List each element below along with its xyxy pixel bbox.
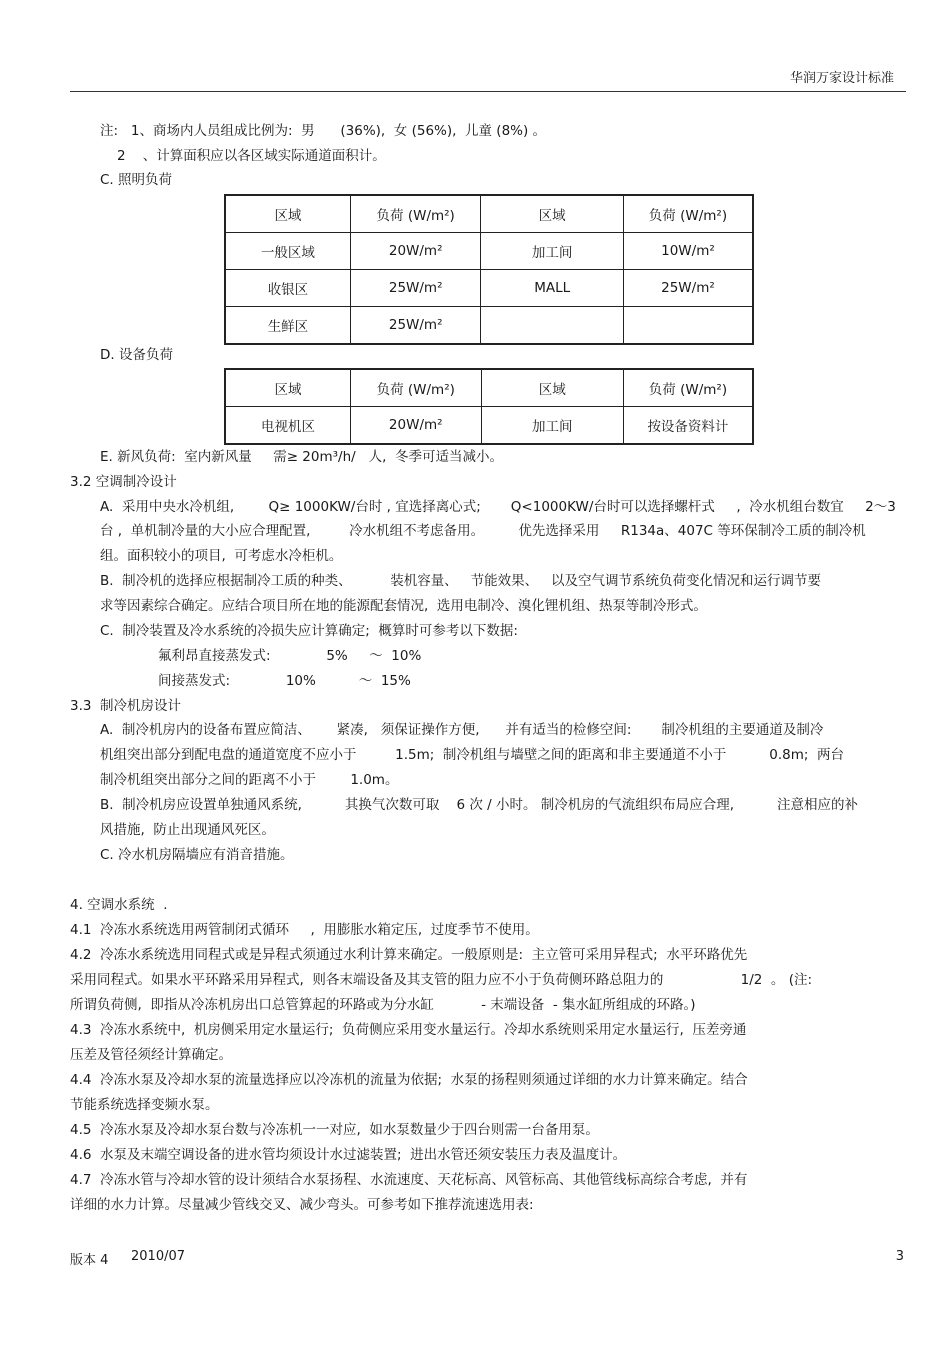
body-line: 详细的水力计算。尽量减少管线交叉、减少弯头。可参考如下推荐流速选用表: [70, 1197, 534, 1213]
body-line: 3.2 空调制冷设计 [70, 474, 177, 490]
header-cell: 区域 [481, 369, 623, 407]
body-line: E. 新风负荷: 室内新风量 需≥ 20m³/h/ 人, 冬季可适当减小。 [100, 449, 503, 465]
body-line: 压差及管径须经计算确定。 [70, 1047, 232, 1063]
body-line: 制冷机组突出部分之间的距离不小于 1.0m。 [100, 772, 399, 788]
footer-date: 2010/07 [131, 1249, 186, 1264]
table-header-row [225, 195, 753, 233]
table-cell [623, 307, 753, 345]
header-cell: 负荷 (W/m²) [623, 369, 753, 407]
table-row [225, 407, 753, 445]
equipment-heading: D. 设备负荷 [100, 347, 173, 363]
body-line: B. 制冷机房应设置单独通风系统, 其换气次数可取 6 次 / 小时。 制冷机房的气流组织布局应合理, 注意相应的补 [100, 797, 859, 813]
body-line: 4.4 冷冻水泵及冷却水泵的流量选择应以冷冻机的流量为依据; 水泵的扬程则须通过详细的水力计算来确定。结合 [70, 1072, 748, 1088]
body-line: 风措施, 防止出现通风死区。 [100, 822, 275, 838]
body-line: 间接蒸发式: 10% ～ 15% [158, 673, 411, 689]
table-header-row [225, 369, 753, 407]
body-line: A. 制冷机房内的设备布置应简洁、 紧凑, 须保证操作方便, 并有适当的检修空间: 制冷机组的主要通道及制冷 [100, 722, 824, 738]
table-cell: 加工间 [481, 407, 623, 445]
body-line: 采用同程式。如果水平环路采用异程式, 则各末端设备及其支管的阻力应不小于负荷侧环路总阻力的 1/2 。 (注: [70, 972, 813, 988]
header-cell: 区域 [481, 195, 623, 233]
note-2: 2 、计算面积应以各区域实际通道面积计。 [117, 148, 386, 164]
table-cell: 加工间 [481, 233, 623, 270]
body-line: A. 采用中央水冷机组, Q≥ 1000KW/台时 , 宜选择离心式; Q<1000KW/台时可以选择螺杆式 , 冷水机组台数宜 2～3 [100, 499, 896, 515]
note-1: 注: 1、商场内人员组成比例为: 男 (36%), 女 (56%), 儿童 (8%) 。 [100, 123, 547, 139]
body-line: 所谓负荷侧, 即指从冷冻机房出口总管算起的环路或为分水缸 - 末端设备 - 集水缸所组成的环路。) [70, 997, 696, 1013]
table-cell: 电视机区 [225, 407, 350, 445]
lighting-load-table [224, 194, 754, 345]
body-line: C. 制冷装置及冷水系统的冷损失应计算确定; 概算时可参考以下数据: [100, 623, 518, 639]
body-line: 4.5 冷冻水泵及冷却水泵台数与冷冻机一一对应, 如水泵数量少于四台则需一台备用泵。 [70, 1122, 599, 1138]
table-cell: 25W/m² [623, 270, 753, 307]
table-cell: MALL [481, 270, 623, 307]
header-cell: 区域 [225, 195, 350, 233]
body-line: B. 制冷机的选择应根据制冷工质的种类、 装机容量、 节能效果、 以及空气调节系统负荷变化情况和运行调节要 [100, 573, 822, 589]
header-rule [70, 91, 906, 92]
body-line: 机组突出部分到配电盘的通道宽度不应小于 1.5m; 制冷机组与墙壁之间的距离和非主要通道不小于 0.8m; 两台 [100, 747, 845, 763]
body-line: 4.7 冷冻水管与冷却水管的设计须结合水泵扬程、水流速度、天花标高、风管标高、其他管线标高综合考虑, 并有 [70, 1172, 748, 1188]
header-cell: 区域 [225, 369, 350, 407]
table-cell: 20W/m² [350, 233, 481, 270]
body-line: 节能系统选择变频水泵。 [70, 1097, 219, 1113]
body-line: 4.1 冷冻水系统选用两管制闭式循环 , 用膨胀水箱定压, 过度季节不使用。 [70, 922, 539, 938]
table-cell: 一般区域 [225, 233, 350, 270]
table-cell: 生鲜区 [225, 307, 350, 345]
body-line: 4. 空调水系统 . [70, 897, 168, 913]
body-line: 求等因素综合确定。应结合项目所在地的能源配套情况, 选用电制冷、溴化锂机组、热泵等制冷形式。 [100, 598, 707, 614]
table-cell: 20W/m² [350, 407, 481, 445]
table-cell: 按设备资料计 [623, 407, 753, 445]
table-cell: 25W/m² [350, 307, 481, 345]
body-line: 氟利昂直接蒸发式: 5% ～ 10% [158, 648, 422, 664]
body-line: C. 冷水机房隔墙应有消音措施。 [100, 847, 294, 863]
body-line: 4.2 冷冻水系统选用同程式或是异程式须通过水利计算来确定。一般原则是: 主立管可采用异程式; 水平环路优先 [70, 947, 748, 963]
body-line: 组。面积较小的项目, 可考虑水冷柜机。 [100, 548, 343, 564]
table-cell [481, 307, 623, 345]
header-cell: 负荷 (W/m²) [350, 195, 481, 233]
header-cell: 负荷 (W/m²) [623, 195, 753, 233]
table-row [225, 307, 753, 345]
body-line: 3.3 制冷机房设计 [70, 698, 182, 714]
body-line: 台 , 单机制冷量的大小应合理配置, 冷水机组不考虑备用。 优先选择采用 R134a、407C 等环保制冷工质的制冷机 [100, 523, 866, 539]
table-row [225, 270, 753, 307]
table-row [225, 233, 753, 270]
lighting-heading: C. 照明负荷 [100, 172, 173, 188]
equipment-load-table [224, 368, 754, 445]
page-number: 3 [895, 1249, 904, 1264]
table-cell: 10W/m² [623, 233, 753, 270]
header-title: 华润万家设计标准 [789, 71, 894, 86]
header-cell: 负荷 (W/m²) [350, 369, 481, 407]
body-line: 4.3 冷冻水系统中, 机房侧采用定水量运行; 负荷侧应采用变水量运行。冷却水系统则采用定水量运行, 压差旁通 [70, 1022, 747, 1038]
table-cell: 收银区 [225, 270, 350, 307]
footer-version: 版本 4 [70, 1253, 109, 1268]
body-line: 4.6 水泵及末端空调设备的进水管均须设计水过滤装置; 进出水管还须安装压力表及温度计。 [70, 1147, 627, 1163]
table-cell: 25W/m² [350, 270, 481, 307]
